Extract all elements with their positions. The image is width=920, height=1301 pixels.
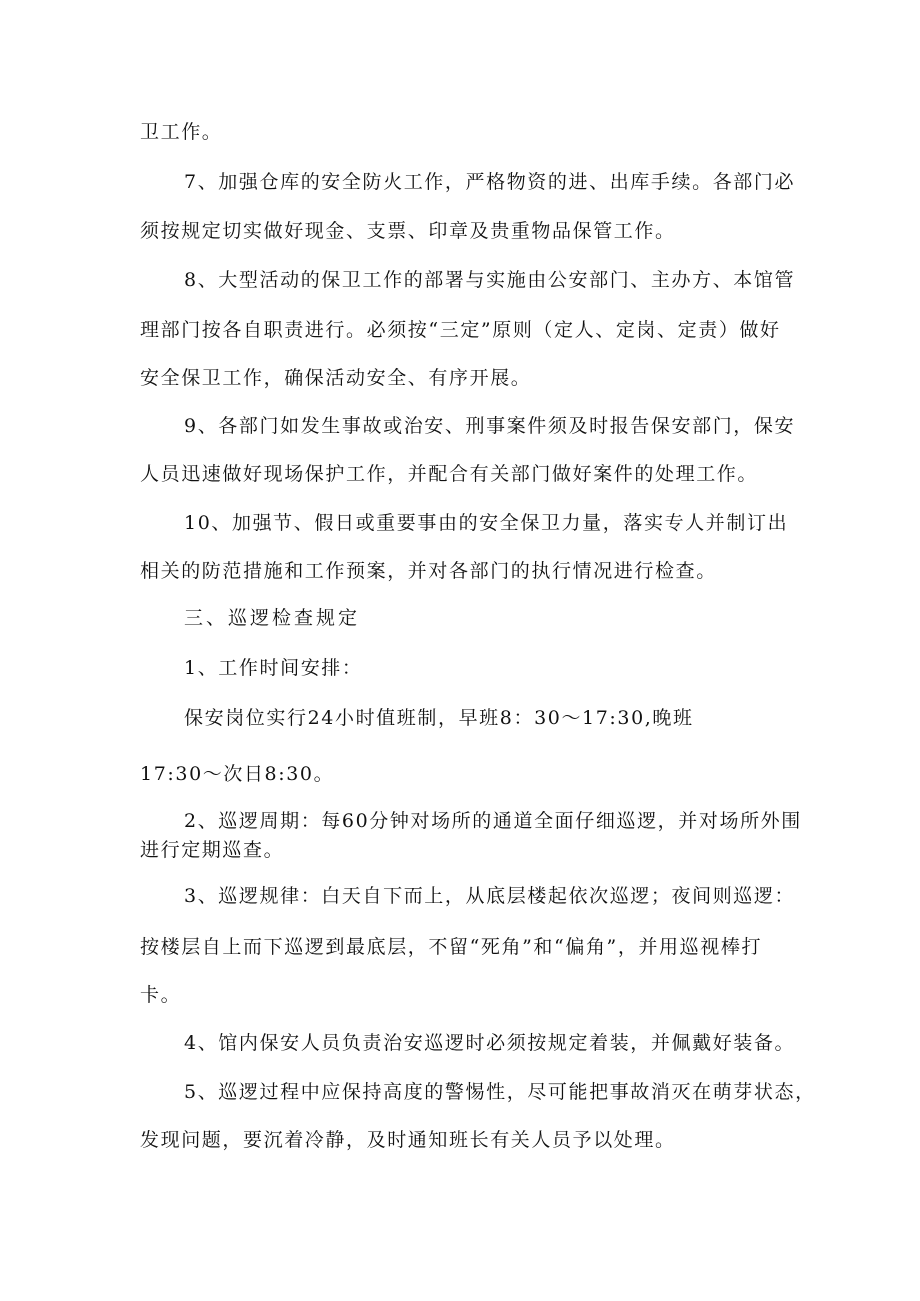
- text-line: 相关的防范措施和工作预案，并对各部门的执行情况进行检查。: [140, 560, 717, 582]
- paragraph-8: 8、大型活动的保卫工作的部署与实施由公安部门、主办方、本馆管: [184, 269, 796, 291]
- paragraph-7: 7、加强仓库的安全防火工作，严格物资的进、出库手续。各部门必: [184, 171, 796, 193]
- text-line: 卡。: [140, 984, 182, 1006]
- text-line: 进行定期巡查。: [140, 839, 285, 861]
- item-1: 1、工作时间安排：: [184, 657, 363, 679]
- item-2: 2、巡逻周期：每60分钟对场所的通道全面仔细巡逻，并对场所外围: [184, 810, 802, 832]
- schedule-line: 保安岗位实行24小时值班制，早班8：30～17:30,晚班: [184, 707, 694, 729]
- text-line: 按楼层自上而下巡逻到最底层，不留“死角”和“偏角”，并用巡视棒打: [140, 936, 763, 958]
- text-line: 发现问题，要沉着冷静，及时通知班长有关人员予以处理。: [140, 1129, 676, 1151]
- text-line: 17:30～次日8:30。: [140, 763, 335, 785]
- text-line: 须按规定切实做好现金、支票、印章及贵重物品保管工作。: [140, 220, 676, 242]
- section-heading: 三、巡逻检查规定: [184, 607, 361, 629]
- item-5: 5、巡逻过程中应保持高度的警惕性，尽可能把事故消灭在萌芽状态，: [184, 1081, 816, 1103]
- text-line: 安全保卫工作，确保活动安全、有序开展。: [140, 367, 532, 389]
- text-line: 卫工作。: [140, 121, 223, 143]
- paragraph-9: 9、各部门如发生事故或治安、刑事案件须及时报告保安部门，保安: [184, 415, 796, 437]
- paragraph-10: 10、加强节、假日或重要事由的安全保卫力量，落实专人并制订出: [184, 512, 789, 534]
- item-4: 4、馆内保安人员负责治安巡逻时必须按规定着装，并佩戴好装备。: [184, 1032, 796, 1054]
- item-3: 3、巡逻规律：白天自下而上，从底层楼起依次巡逻；夜间则巡逻：: [184, 885, 796, 907]
- text-line: 理部门按各自职责进行。必须按“三定”原则（定人、定岗、定责）做好: [140, 319, 781, 341]
- text-line: 人员迅速做好现场保护工作，并配合有关部门做好案件的处理工作。: [140, 463, 759, 485]
